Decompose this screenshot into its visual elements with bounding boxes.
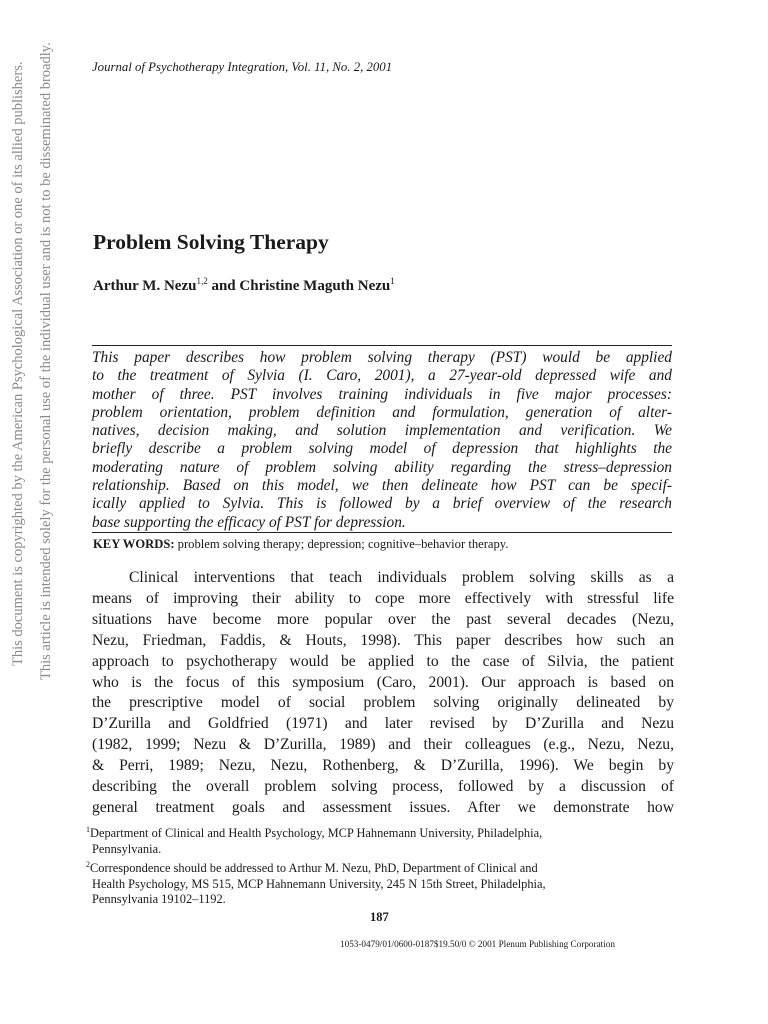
author-line (93, 276, 395, 295)
footnote-1-mark: 1 (86, 825, 90, 834)
footnote-1-line-1: $^1$Department of Clinical and Health Psychology, MCP Hahnemann University, Philadelphia, (86, 825, 543, 840)
body-line: Nezu, Friedman, Faddis, & Houts, 1998). This paper describes how such an (92, 631, 674, 649)
abstract-line: briefly describe a problem solving model of depression that highlights the (92, 440, 672, 458)
body-line: general treatment goals and assessment issues. After we demonstrate how (92, 798, 674, 816)
keywords-text: problem solving therapy; depression; cognitive–behavior therapy. (174, 537, 509, 551)
footnote-2-line-2: Health Psychology, MS 515, MCP Hahnemann University, 245 N 15th Street, Philadelphia, (92, 876, 546, 891)
abstract-line: relationship. Based on this model, we then delineate how PST can be specif- (92, 477, 672, 495)
side-notice-line-2: This article is intended solely for the personal use of the individual user and is not to be disseminated broadly. (38, 42, 54, 680)
body-line: (1982, 1999; Nezu & D’Zurilla, 1989) and their colleagues (e.g., Nezu, Nezu, (92, 736, 674, 754)
footnote-1-line-2: Pennsylvania. (92, 841, 162, 856)
abstract-top-rule (92, 345, 672, 346)
body-line: situations have become more popular over the past several decades (Nezu, (92, 610, 674, 628)
footnote-2-line-3: Pennsylvania 19102–1192. (92, 892, 226, 907)
body-line: approach to psychotherapy would be applied to the case of Silvia, the patient (92, 652, 674, 670)
body-paragraph (92, 568, 674, 819)
author-connector: and (207, 278, 240, 294)
copyright-side-notice (4, 42, 64, 680)
body-line: the prescriptive model of social problem solving originally delineated by (92, 694, 674, 712)
body-line: means of improving their ability to cope more effectively with stressful life (92, 589, 674, 607)
abstract-line: moderating nature of problem solving ability regarding the stress–depression (92, 458, 672, 476)
side-notice-line-1: This document is copyrighted by the American Psychological Association or one of its allied publishers. (10, 61, 26, 666)
body-line: & Perri, 1989; Nezu, Nezu, Rothenberg, & D’Zurilla, 1996). We begin by (92, 757, 674, 775)
body-line: Clinical interventions that teach individuals problem solving skills as a (129, 569, 674, 586)
abstract-line: natives, decision making, and solution implementation and verification. We (92, 422, 672, 440)
author-2: Christine Maguth Nezu (239, 278, 391, 294)
footnote-2-line-1: $^2$Correspondence should be addressed to Arthur M. Nezu, PhD, Department of Clinical and (86, 860, 538, 876)
article-title: Problem Solving Therapy (93, 230, 329, 254)
body-line: who is the focus of this symposium (Caro, 2001). Our approach is based on (92, 673, 674, 691)
author-2-footnote-mark: 1 (390, 276, 395, 286)
keywords (93, 537, 508, 552)
footnotes (86, 822, 674, 908)
page-number: 187 (370, 910, 389, 924)
copyright-line: 1053-0479/01/0600-0187$19.50/0 © 2001 Plenum Publishing Corporation (340, 939, 615, 949)
abstract-line: to the treatment of Sylvia (I. Caro, 2001), a 27-year-old depressed wife and (92, 367, 672, 385)
footnote-2 (86, 857, 674, 908)
footnote-1 (86, 822, 674, 857)
abstract (92, 349, 672, 532)
abstract-line: mother of three. PST involves training individuals in five major processes: (92, 385, 672, 403)
abstract-bottom-rule (92, 532, 672, 533)
body-line: describing the overall problem solving process, followed by a discussion of (92, 778, 674, 796)
journal-header: Journal of Psychotherapy Integration, Vol. 11, No. 2, 2001 (92, 60, 393, 74)
abstract-line: base supporting the efficacy of PST for depression. (92, 513, 406, 531)
author-1-footnote-marks: 1,2 (196, 276, 208, 286)
footnote-2-mark: 2 (86, 860, 90, 870)
abstract-line: problem orientation, problem definition and formulation, generation of alter- (92, 403, 672, 421)
abstract-line: ically applied to Sylvia. This is followed by a brief overview of the research (92, 495, 672, 513)
body-line: D’Zurilla and Goldfried (1971) and later revised by D’Zurilla and Nezu (92, 715, 674, 733)
keywords-label: KEY WORDS: (93, 537, 175, 551)
abstract-line: This paper describes how problem solving therapy (PST) would be applied (92, 349, 672, 366)
author-1: Arthur M. Nezu (93, 278, 197, 294)
